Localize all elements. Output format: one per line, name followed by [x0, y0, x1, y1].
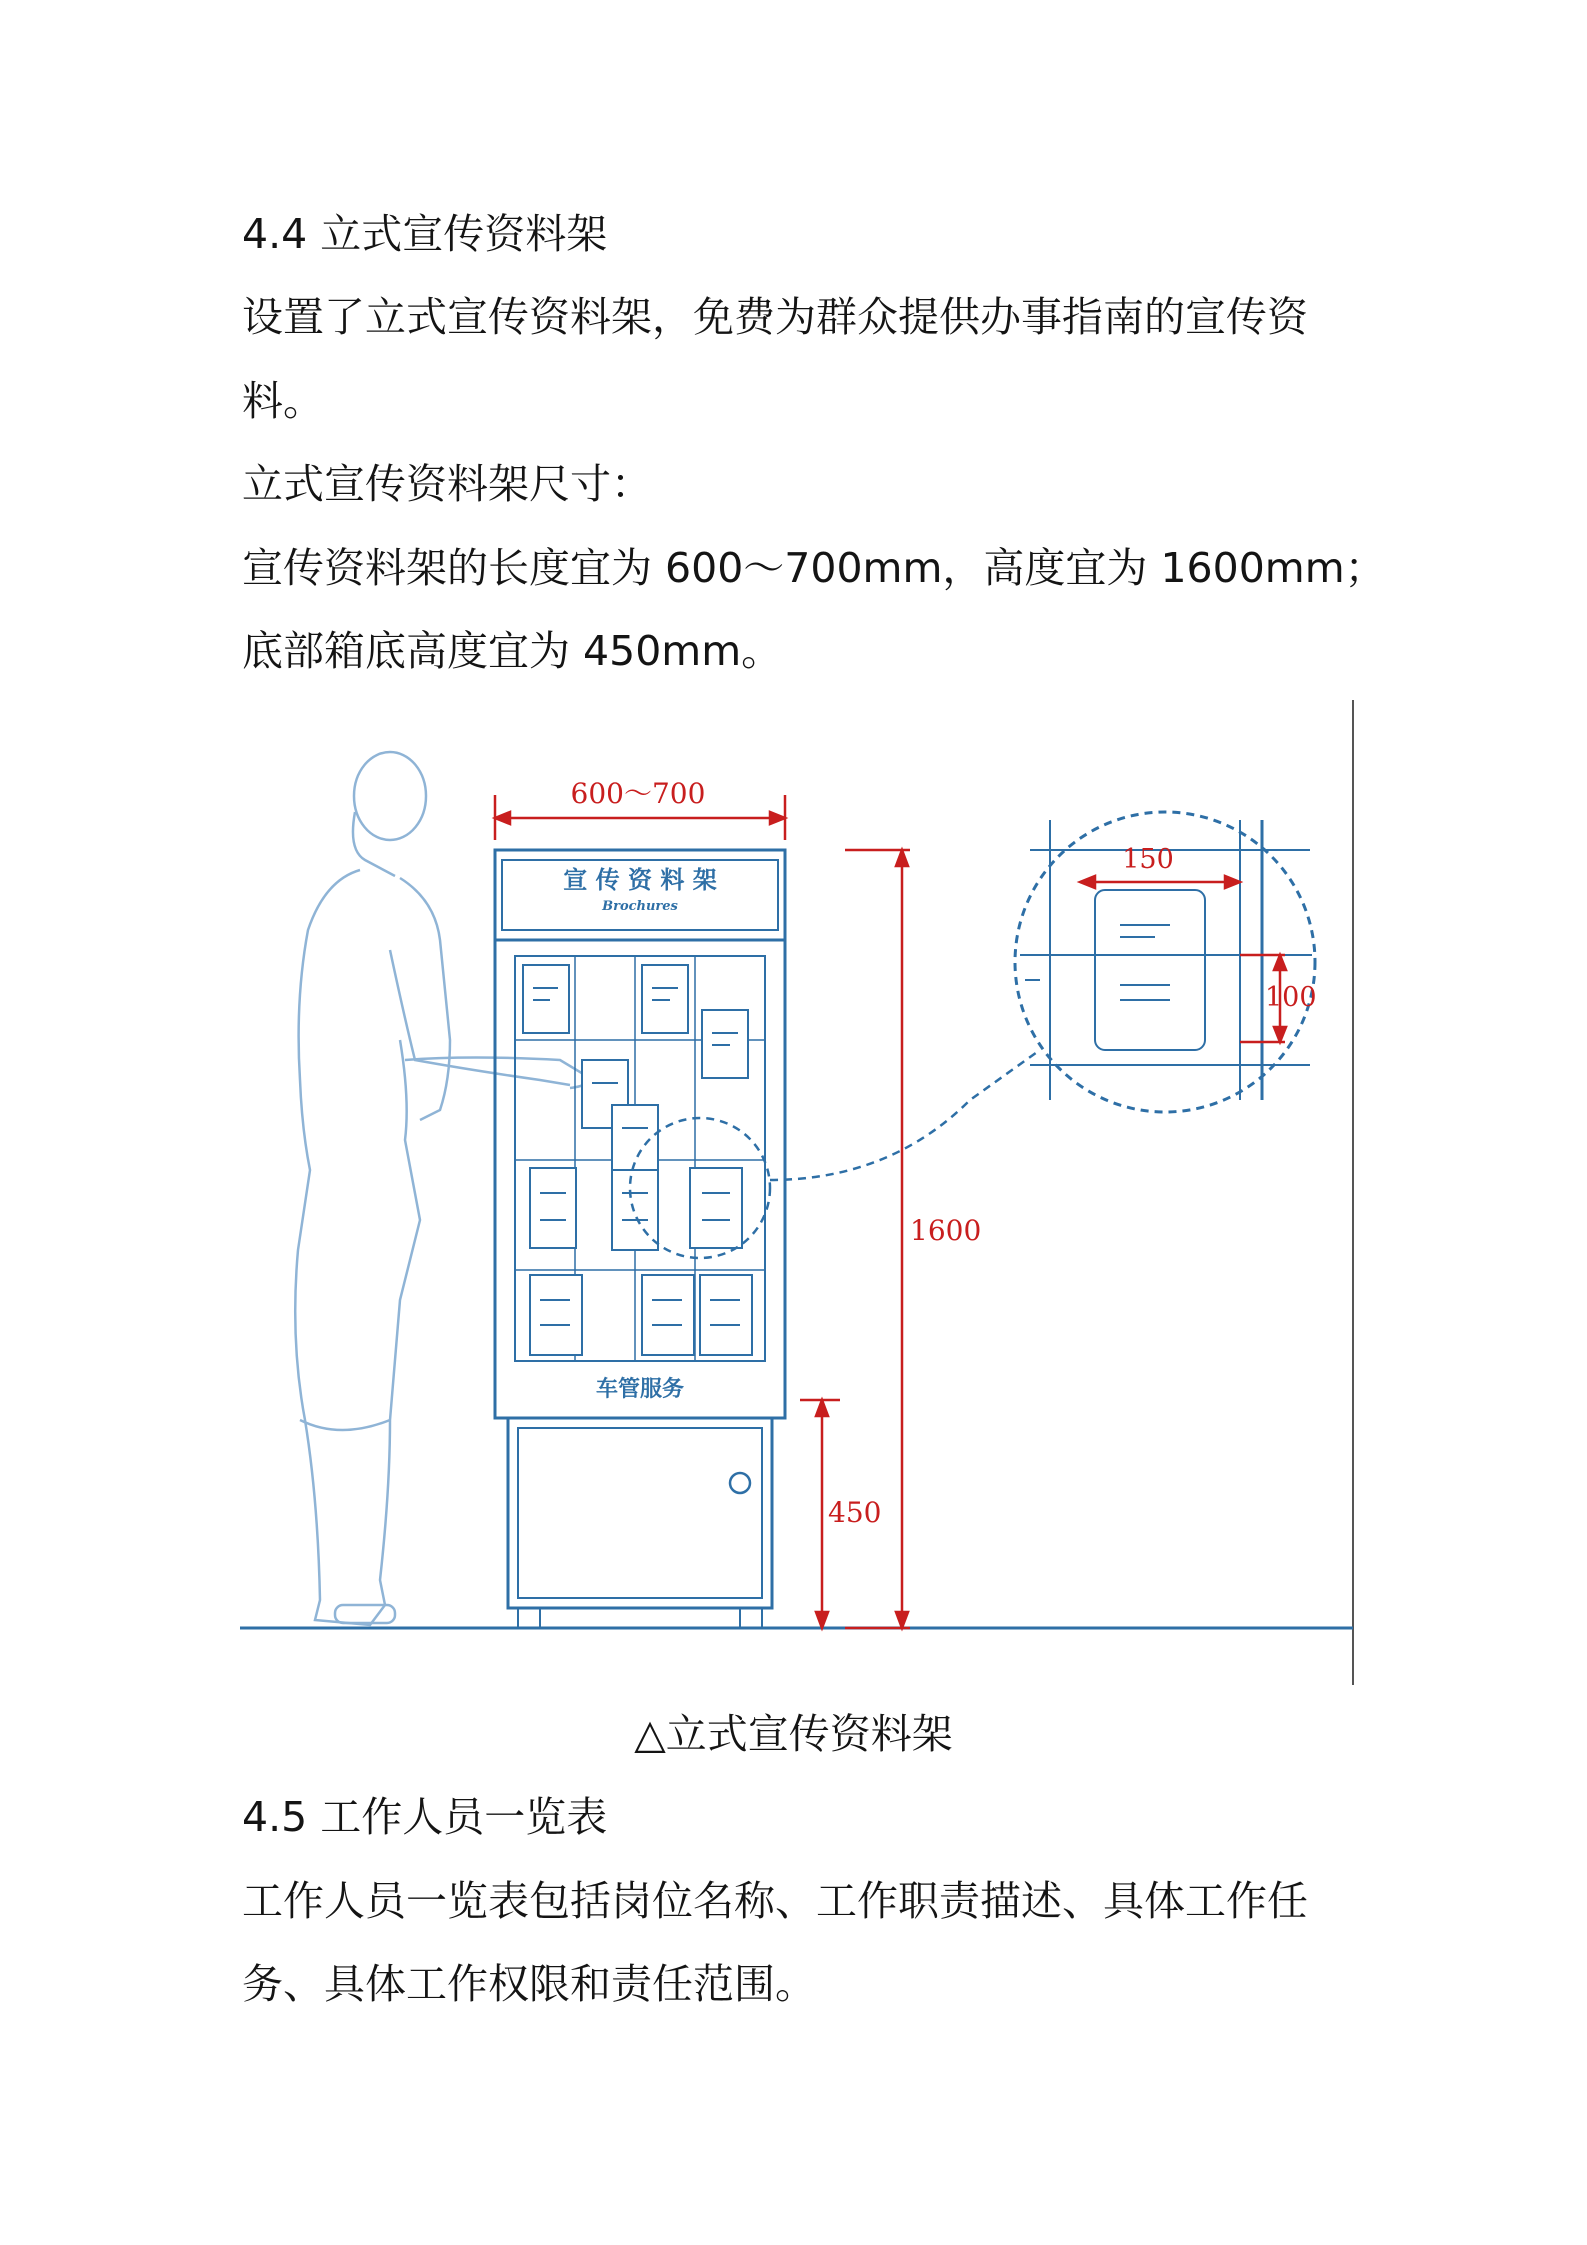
dim-base-label: 450 — [828, 1496, 882, 1529]
paragraph-2-line-2: 务、具体工作权限和责任范围。 — [242, 1960, 816, 2008]
rack-footer-label: 车管服务 — [595, 1376, 685, 1402]
detail-height-label: 100 — [1265, 982, 1317, 1013]
rack-sign-english: Brochures — [602, 899, 678, 914]
size-line-2: 底部箱底高度宜为 450mm。 — [242, 627, 783, 675]
size-line-1: 宣传资料架的长度宜为 600～700mm，高度宜为 1600mm； — [242, 544, 1386, 592]
paragraph-2-line-1: 工作人员一览表包括岗位名称、工作职责描述、具体工作任 — [242, 1877, 1308, 1925]
heading-4-5: 4.5 工作人员一览表 — [242, 1793, 608, 1841]
dim-width-label: 600～700 — [570, 777, 706, 810]
zoom-connector — [770, 1050, 1040, 1180]
figure-caption: △立式宣传资料架 — [634, 1710, 953, 1758]
heading-4-4: 4.4 立式宣传资料架 — [242, 210, 608, 258]
paragraph-1-line-2: 料。 — [242, 377, 324, 425]
dim-height-label: 1600 — [910, 1214, 982, 1247]
rack-sign-text: 宣 传 资 料 架 — [563, 865, 717, 894]
size-title: 立式宣传资料架尺寸： — [242, 460, 652, 508]
paragraph-1-line-1: 设置了立式宣传资料架，免费为群众提供办事指南的宣传资 — [242, 293, 1308, 341]
brochure-rack-figure — [240, 700, 1360, 1690]
detail-width-label: 150 — [1122, 844, 1174, 875]
